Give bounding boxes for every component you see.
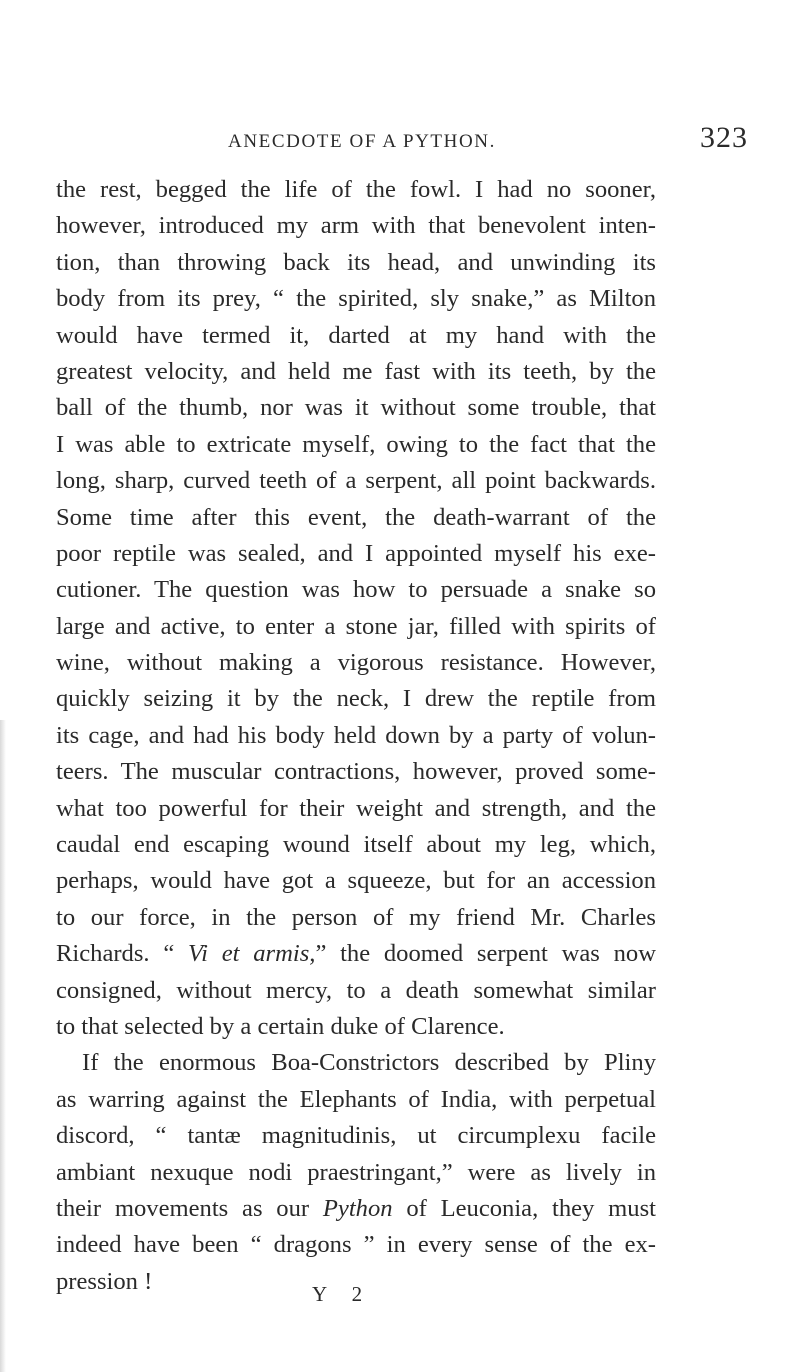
- text-line: what too powerful for their weight and strength, and the: [56, 794, 656, 822]
- text-line: its cage, and had his body held down by a party of volun-: [56, 721, 656, 749]
- text-line: wine, without making a vigorous resistance. However,: [56, 649, 656, 677]
- italic-phrase-vi-et-armis: Vi et armis,: [187, 940, 316, 968]
- text-fragment: their movements as our: [56, 1194, 323, 1222]
- text-line: quickly seizing it by the neck, I drew the reptile from: [56, 685, 656, 713]
- text-line: large and active, to enter a stone jar, filled with spirits of: [56, 612, 656, 640]
- text-line: to our force, in the person of my friend Mr. Charles: [56, 903, 656, 931]
- text-line: consigned, without mercy, to a death somewhat similar: [56, 976, 656, 1004]
- body-text: [56, 172, 656, 1300]
- text-line: ambiant nexuque nodi praestringant,” were as lively in: [56, 1158, 656, 1186]
- text-line: greatest velocity, and held me fast with its teeth, by the: [56, 357, 656, 385]
- text-fragment: of Leuconia, they must: [392, 1194, 656, 1222]
- text-line: tion, than throwing back its head, and unwinding its: [56, 248, 656, 276]
- text-line: to that selected by a certain duke of Clarence.: [56, 1012, 505, 1040]
- text-line: caudal end escaping wound itself about my leg, which,: [56, 831, 656, 859]
- text-line: teers. The muscular contractions, however, proved some-: [56, 758, 656, 786]
- text-fragment: Richards. “: [56, 940, 188, 968]
- text-line: indeed have been “ dragons ” in every sense of the ex-: [56, 1231, 656, 1259]
- text-line: body from its prey, “ the spirited, sly snake,” as Milton: [56, 285, 656, 313]
- italic-word-python: Python: [322, 1194, 393, 1222]
- text-line-python: [56, 1191, 656, 1227]
- text-fragment: ” the doomed serpent was now: [315, 940, 656, 968]
- running-head: ANECDOTE OF A PYTHON.: [228, 131, 496, 152]
- text-line: Some time after this event, the death-warrant of the: [56, 503, 656, 531]
- signature-mark: Y 2: [312, 1282, 373, 1306]
- text-line: would have termed it, darted at my hand with the: [56, 321, 656, 349]
- text-line: I was able to extricate myself, owing to the fact that the: [56, 430, 656, 458]
- text-line: perhaps, would have got a squeeze, but for an accession: [56, 867, 656, 895]
- text-line: the rest, begged the life of the fowl. I had no sooner,: [56, 176, 656, 203]
- page-number: 323: [700, 121, 748, 154]
- text-line: poor reptile was sealed, and I appointed myself his exe-: [56, 539, 656, 567]
- text-line: however, introduced my arm with that benevolent inten-: [56, 212, 656, 240]
- page-gutter-shadow: [0, 720, 6, 1372]
- text-line: pression !: [56, 1267, 153, 1295]
- text-line: discord, “ tantæ magnitudinis, ut circumplexu facile: [56, 1122, 656, 1150]
- text-line-vi-et-armis: [56, 936, 656, 972]
- text-line: long, sharp, curved teeth of a serpent, all point backwards.: [56, 467, 656, 495]
- text-line: cutioner. The question was how to persuade a snake so: [56, 576, 656, 604]
- text-line-paragraph-start: If the enormous Boa-Constrictors described by Pliny: [82, 1049, 656, 1077]
- text-line: ball of the thumb, nor was it without some trouble, that: [56, 394, 656, 422]
- text-line: as warring against the Elephants of India, with perpetual: [56, 1085, 656, 1113]
